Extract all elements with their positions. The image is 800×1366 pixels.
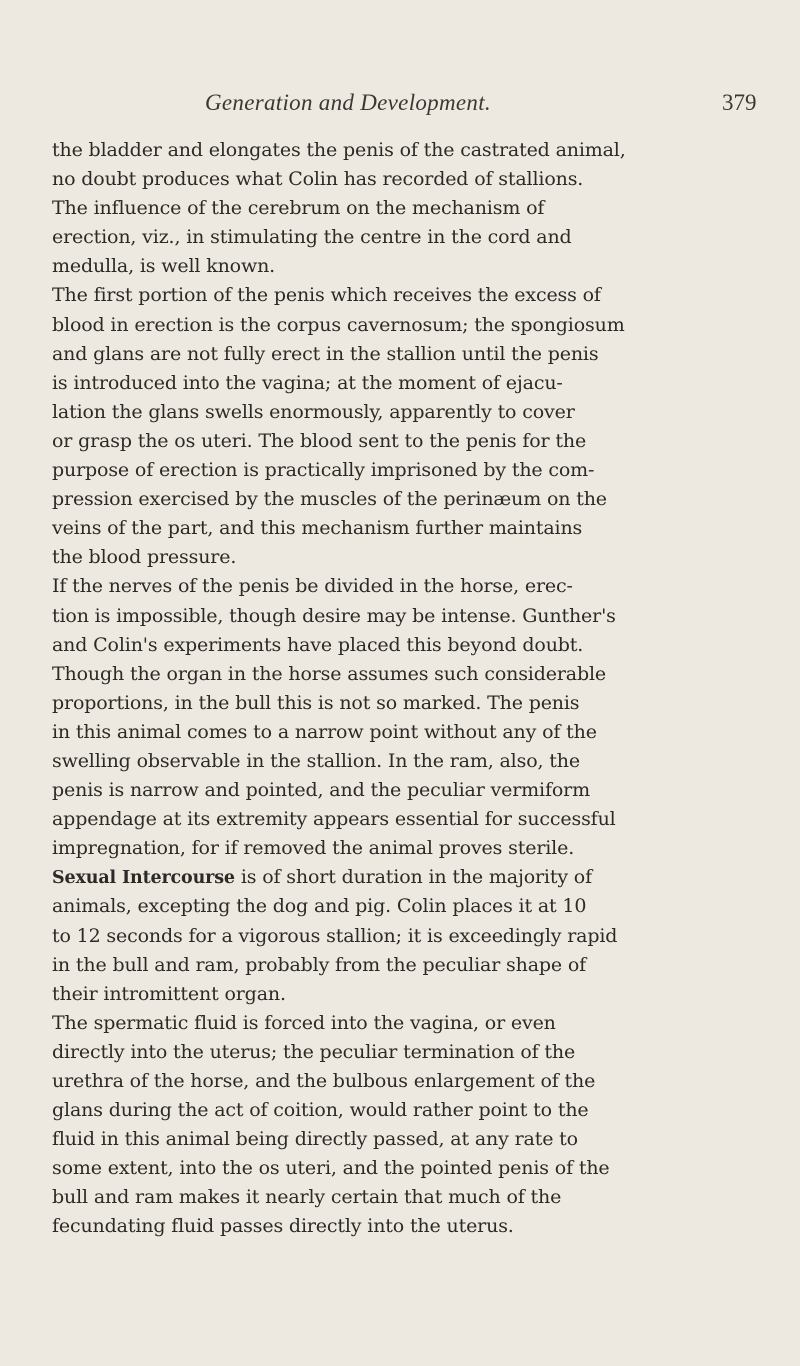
text-line: pression exercised by the muscles of the perinæum on the bbox=[52, 488, 607, 511]
running-title: Generation and Development. bbox=[205, 90, 491, 115]
text-line: in this animal comes to a narrow point without any of the bbox=[52, 720, 597, 743]
text-line: medulla, is well known. bbox=[52, 255, 276, 278]
text-line: The influence of the cerebrum on the mechanism of bbox=[52, 197, 545, 220]
text-line: some extent, into the os uteri, and the pointed penis of the bbox=[52, 1157, 610, 1180]
text-line: in the bull and ram, probably from the peculiar shape of bbox=[52, 953, 587, 976]
text-line: fluid in this animal being directly passed, at any rate to bbox=[52, 1128, 578, 1151]
text-line-with-sidehead bbox=[52, 863, 752, 892]
text-line: The first portion of the penis which receives the excess of bbox=[52, 284, 601, 307]
text-line: Though the organ in the horse assumes such considerable bbox=[52, 662, 606, 685]
text-line: and glans are not fully erect in the stallion until the penis bbox=[52, 342, 599, 365]
text-line: penis is narrow and pointed, and the peculiar vermiform bbox=[52, 779, 590, 802]
text-line: purpose of erection is practically imprisoned by the com- bbox=[52, 459, 595, 482]
text-line: The spermatic fluid is forced into the vagina, or even bbox=[52, 1011, 556, 1034]
body-text bbox=[52, 136, 752, 1242]
text-line: no doubt produces what Colin has recorded of stallions. bbox=[52, 168, 584, 191]
text-line: is introduced into the vagina; at the moment of ejacu- bbox=[52, 371, 563, 394]
page-number: 379 bbox=[722, 90, 757, 115]
text-line: swelling observable in the stallion. In the ram, also, the bbox=[52, 749, 580, 772]
text-line: or grasp the os uteri. The blood sent to the penis for the bbox=[52, 429, 587, 452]
text-line: and Colin's experiments have placed this beyond doubt. bbox=[52, 633, 584, 656]
text-line: proportions, in the bull this is not so marked. The penis bbox=[52, 691, 580, 714]
text-line: urethra of the horse, and the bulbous enlargement of the bbox=[52, 1070, 596, 1092]
text-line: erection, viz., in stimulating the centre in the cord and bbox=[52, 226, 572, 249]
text-line: appendage at its extremity appears essential for successful bbox=[52, 808, 616, 831]
text-line: their intromittent organ. bbox=[52, 982, 286, 1005]
text-line: lation the glans swells enormously, apparently to cover bbox=[52, 400, 575, 423]
sidehead: Sexual Intercourse bbox=[52, 868, 235, 889]
text-line: tion is impossible, though desire may be intense. Gunther's bbox=[52, 604, 616, 627]
running-head bbox=[0, 90, 800, 120]
text-line: to 12 seconds for a vigorous stallion; it is exceedingly rapid bbox=[52, 924, 618, 947]
text-line: impregnation, for if removed the animal proves sterile. bbox=[52, 837, 575, 860]
text-line: directly into the uterus; the peculiar termination of the bbox=[52, 1040, 576, 1063]
text-line: If the nerves of the penis be divided in the horse, erec- bbox=[52, 575, 573, 598]
text-line: bull and ram makes it nearly certain that much of the bbox=[52, 1186, 562, 1209]
text-line: fecundating fluid passes directly into the uterus. bbox=[52, 1215, 514, 1238]
text-line: glans during the act of coition, would rather point to the bbox=[52, 1099, 589, 1122]
text-line: the blood pressure. bbox=[52, 546, 237, 569]
text-line-rest: is of short duration in the majority of bbox=[240, 866, 592, 889]
text-line: blood in erection is the corpus cavernosum; the spongiosum bbox=[52, 313, 625, 336]
text-line: veins of the part, and this mechanism further maintains bbox=[52, 517, 583, 540]
text-line: animals, excepting the dog and pig. Colin places it at 10 bbox=[52, 895, 587, 918]
text-line: the bladder and elongates the penis of the castrated animal, bbox=[52, 139, 626, 161]
